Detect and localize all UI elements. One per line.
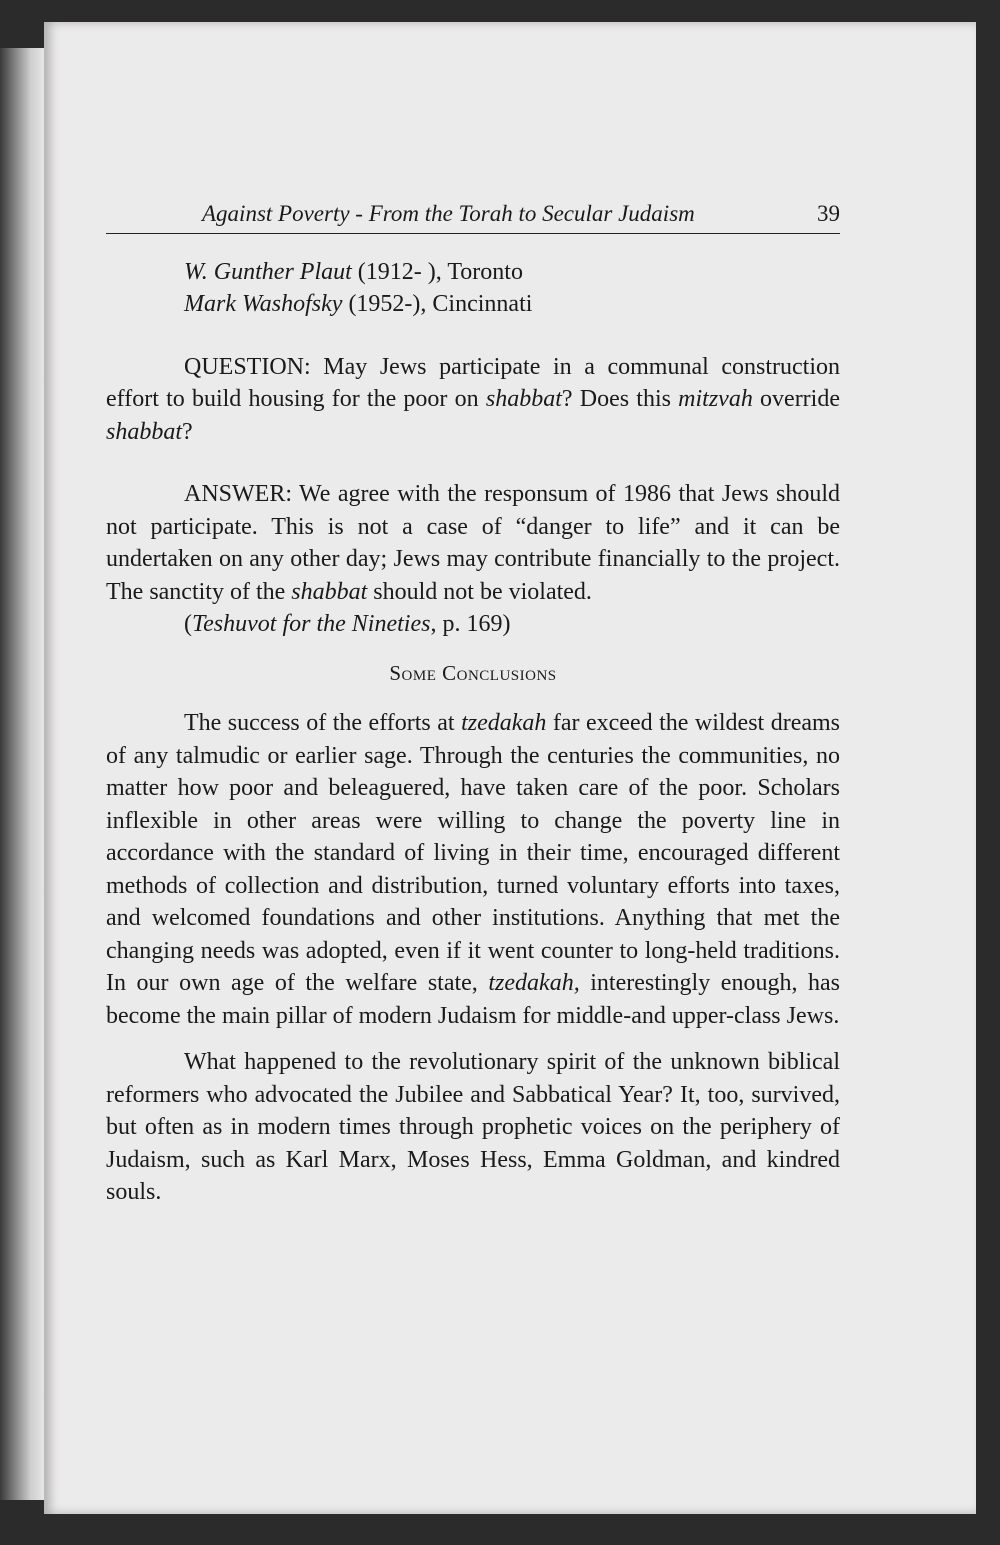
page-content — [106, 198, 840, 1209]
author-name: Mark Washofsky — [184, 291, 343, 317]
text-run: ? — [182, 418, 193, 445]
citation-title: Teshuvot for the Nineties — [192, 611, 431, 637]
section-heading: Some Conclusions — [389, 660, 557, 685]
answer-paragraph — [106, 478, 840, 608]
text-run: interestingly enough, has become the main pillar of modern Judaism for middle-and upper-class Jews. — [106, 970, 841, 1029]
adjacent-page-edge — [0, 48, 44, 1500]
text-run: ( — [184, 611, 192, 637]
text-run: should not be violated. — [367, 578, 592, 605]
author-detail: (1912- ), Toronto — [351, 258, 523, 285]
question-paragraph — [106, 351, 840, 449]
text-run: QUESTION: May Jews participate in a communal construction effort to build housing for the poor on — [106, 353, 840, 412]
conclusion-paragraph — [106, 707, 840, 1032]
running-header — [106, 198, 840, 234]
text-run: The success of the efforts at — [184, 710, 462, 736]
running-title: Against Poverty - From the Torah to Secular Judaism — [202, 201, 695, 226]
italic-term: shabbat — [485, 386, 562, 412]
italic-term: shabbat — [291, 578, 368, 605]
page-number: 39 — [817, 201, 840, 226]
text-run: , p. 169) — [430, 611, 511, 637]
italic-term: shabbat — [106, 418, 183, 445]
text-run: far exceed the wildest dreams of any talmudic or earlier sage. Through the centuries the communities, no matter how poor and beleaguered, have taken care of the poor. Scholars inflexible in other areas were willing to change the poverty line in accordance with the standard of living in their time, encouraged different methods of collection and distribution, turned voluntary efforts into taxes, and welcomed foundations and other institutions. Anything that met the changing needs was adopted, even if it went counter to long-held traditions. In our own age of the welfare state, — [106, 710, 841, 996]
text-run: ANSWER: We agree with the responsum of 1986 that Jews should not participate. This is not a case of “danger to life” and it can be undertaken on any other day; Jews may contribute financially to the project. The sanctity of the — [106, 481, 840, 605]
italic-term: tzedakah — [461, 710, 547, 736]
author-name: W. Gunther Plaut — [184, 258, 352, 285]
book-page — [44, 22, 976, 1514]
text-run: override — [752, 386, 840, 412]
author-line — [184, 256, 840, 289]
author-line — [184, 288, 840, 321]
italic-term: tzedakah, — [488, 970, 580, 996]
closing-paragraph: What happened to the revolutionary spirit of the unknown biblical reformers who advocated the Jubilee and Sabbatical Year? It, too, survived, but often as in modern times through prophetic voices on the periphery of Judaism, such as Karl Marx, Moses Hess, Emma Goldman, and kindred souls. — [106, 1049, 840, 1205]
author-detail: (1952-), Cincinnati — [342, 291, 533, 317]
citation — [184, 608, 840, 641]
text-run: ? Does this — [561, 386, 679, 412]
italic-term: mitzvah — [678, 386, 753, 412]
